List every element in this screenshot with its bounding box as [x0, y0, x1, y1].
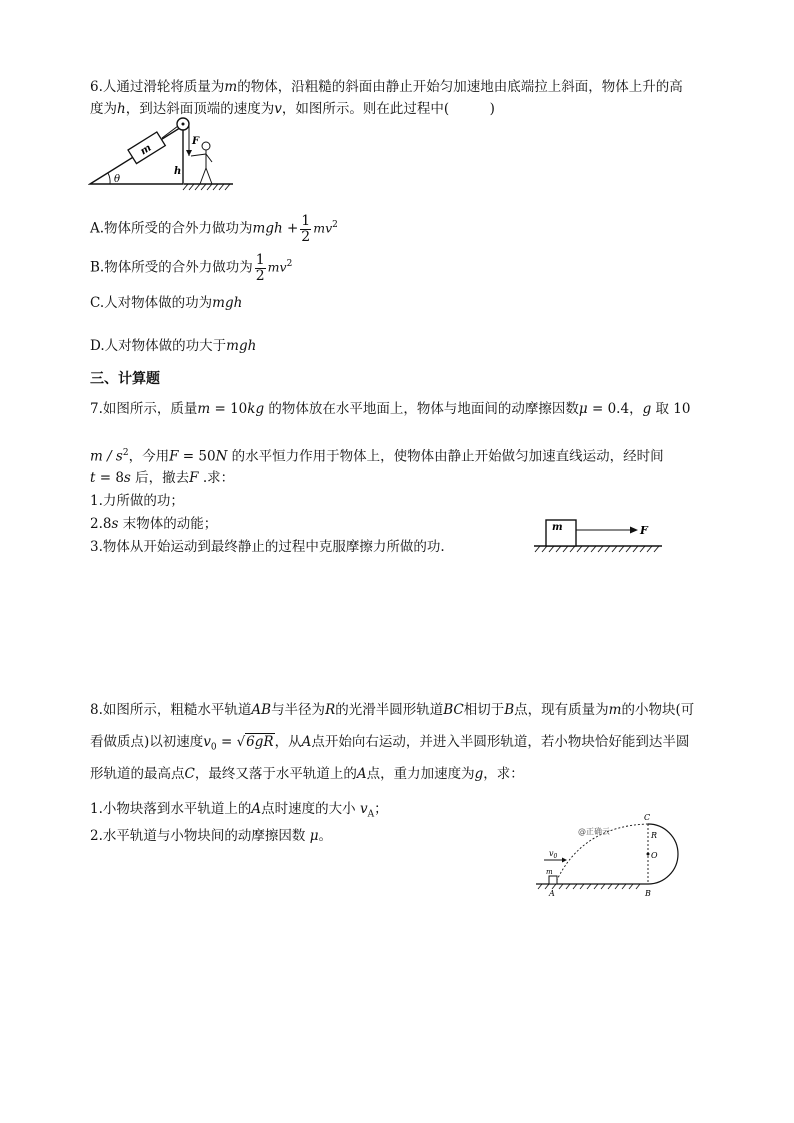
q6-stem-line2: 度为h，到达斜面顶端的速度为v，如图所示。则在此过程中( )	[90, 101, 495, 117]
watermark: @正确云	[578, 827, 610, 836]
q8-fig-v0: $v_0$	[549, 849, 558, 860]
q6-option-b[interactable]: B.物体所受的合外力做功为 $\frac{1}{2}$ $mv^2$	[90, 251, 293, 284]
section-title: 三、计算题	[90, 371, 160, 387]
q7-block-figure	[534, 514, 664, 556]
q6-incline-figure	[88, 116, 238, 192]
q6-option-d[interactable]: D.人对物体做的功大于mgh	[90, 338, 257, 354]
q8-line1: 8.如图所示，粗糙水平轨道AB与半径为R的光滑半圆形轨道BC相切于B点，现有质量为m的小物块(可	[90, 702, 695, 718]
q7-item2: 2.8s 末物体的动能；	[90, 516, 218, 532]
q6-option-a[interactable]: A.物体所受的合外力做功为mgh + $\frac{1}{2}$ $mv^2$	[90, 212, 338, 245]
q8-fig-R: R	[651, 831, 658, 840]
frac-one-half: $\frac{1}{2}$	[301, 212, 311, 245]
q7-line2: m / $s^2$，今用F = 50N 的水平恒力作用于物体上，使物体由静止开始做匀加速直线运动，经时间	[90, 448, 664, 465]
frac-one-half: $\frac{1}{2}$	[255, 251, 265, 284]
q6-fig-m: m	[138, 142, 154, 158]
q7-fig-F: F	[640, 524, 648, 537]
q7-item3: 3.物体从开始运动到最终静止的过程中克服摩擦力所做的功.	[90, 539, 445, 555]
q8-item1: 1.小物块落到水平轨道上的A点时速度的大小 $v_A$；	[90, 801, 388, 820]
q8-fig-O: O	[651, 851, 658, 860]
q8-line2: 看做质点)以初速度$v_0 = √6gR$，从A点开始向右运动，并进入半圆形轨道，若小物块恰好能到达半圆	[90, 734, 690, 753]
q8-fig-C: C	[644, 813, 651, 822]
q8-fig-m: m	[546, 868, 553, 876]
q8-fig-B: B	[645, 889, 651, 898]
q7-fig-m: m	[552, 522, 563, 533]
q8-track-figure	[532, 796, 692, 902]
q7-line3: t = 8s 后，撤去F .求：	[90, 470, 235, 486]
sqrt-sign: √	[236, 734, 246, 750]
q8-fig-A: A	[549, 889, 555, 898]
q6-option-c[interactable]: C.人对物体做的功为mgh	[90, 295, 243, 311]
q7-item1: 1.力所做的功；	[90, 493, 184, 509]
q6-stem-line1: 6.人通过滑轮将质量为m的物体，沿粗糙的斜面由静止开始匀加速地由底端拉上斜面，物体上升的高	[90, 79, 683, 95]
q6-fig-theta: θ	[114, 174, 121, 185]
q7-line1: 7.如图所示，质量m = 10kg 的物体放在水平地面上，物体与地面间的动摩擦因数μ = 0.4，g 取 10	[90, 401, 691, 417]
q8-item2: 2.水平轨道与小物块间的动摩擦因数 μ。	[90, 828, 332, 844]
q8-line3: 形轨道的最高点C，最终又落于水平轨道上的A点，重力加速度为g，求：	[90, 766, 524, 782]
q6-fig-h: h	[174, 166, 182, 177]
q6-fig-F: F	[192, 136, 200, 147]
